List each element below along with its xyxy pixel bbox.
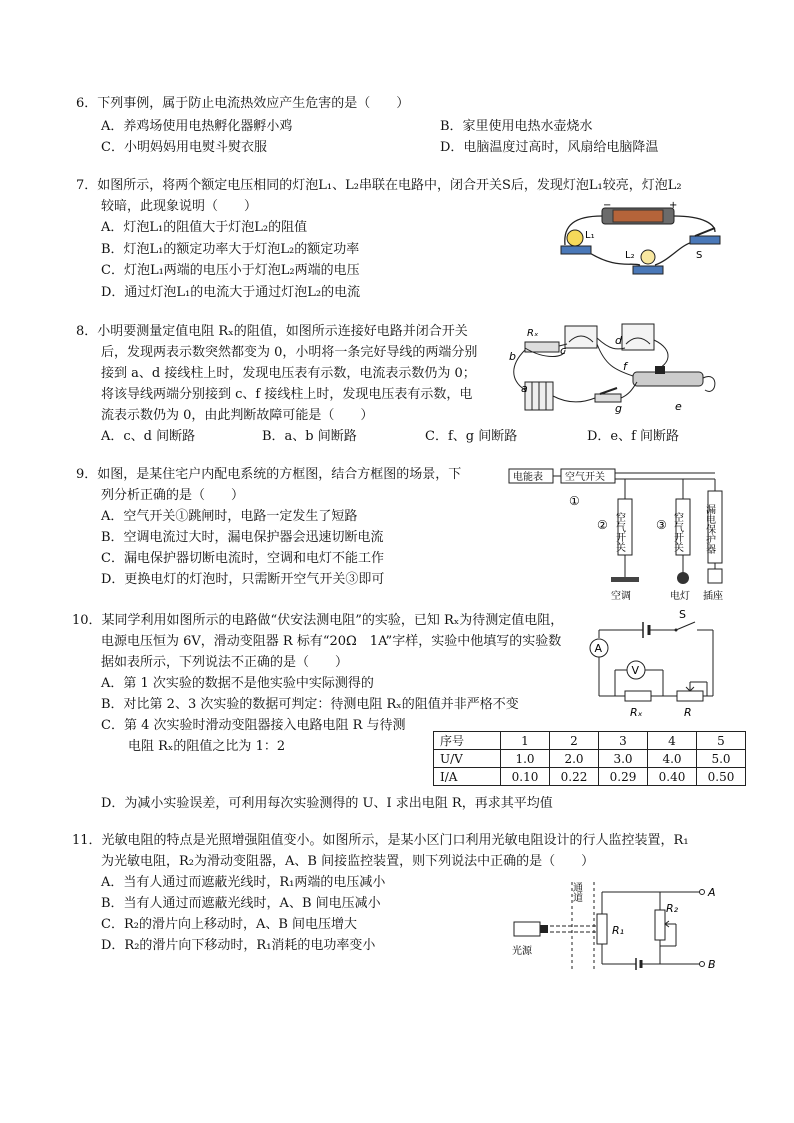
q10-rx-label: Rₓ — [630, 706, 643, 719]
q7-stem-line2: 较暗，此现象说明（ ） — [101, 199, 258, 214]
q9-option-c: C．漏电保护器切断电流时，空调和电灯不能工作 — [101, 551, 384, 566]
q8-stem-line4: 将该导线两端分别接到 c、f 接线柱上时，发现电压表有示数，电 — [101, 387, 473, 402]
table-header-cell: 3 — [599, 732, 648, 750]
q11-stem-line1: 11．光敏电阻的特点是光照增强阻值变小。如图所示，是某小区门口利用光敏电阻设计的行人监控装置，R₁ — [72, 833, 689, 848]
q7-option-b: B．灯泡L₁的额定功率大于灯泡L₂的额定功率 — [101, 242, 360, 257]
q11-circuit-figure — [510, 872, 720, 977]
q10-r-label: R — [684, 706, 692, 719]
q10-option-d: D．为减小实验误差，可利用每次实验测得的 U、I 求出电阻 R，再求其平均值 — [101, 796, 553, 811]
q11-option-b: B．当有人通过而遮蔽光线时，A、B 间电压减小 — [101, 896, 381, 911]
q8-option-c: C．f、g 间断路 — [425, 429, 518, 444]
q9-marker-1: ① — [569, 494, 580, 508]
table-cell: 0.50 — [697, 768, 746, 786]
table-header-cell: 2 — [550, 732, 599, 750]
q7-plus-label: + — [669, 200, 678, 211]
q10-ammeter-label: A — [594, 642, 603, 655]
q8-stem-line3: 接到 a、d 接线柱上时，发现电压表有示数，电流表示数仍为 0； — [101, 366, 476, 381]
q8-option-a: A．c、d 间断路 — [101, 429, 196, 444]
q11-r2-label: R₂ — [666, 902, 679, 915]
q10-option-b: B．对比第 2、3 次实验的数据可判定：待测电阻 Rₓ的阻值并非严格不变 — [101, 697, 519, 712]
q9-ac-label: 空调 — [611, 591, 631, 602]
table-cell: 2.0 — [550, 750, 599, 768]
q8-d-label: d — [615, 334, 622, 347]
q10-stem-line2: 电源电压恒为 6V，滑动变阻器 R 标有“20Ω 1A”字样，实验中他填写的实验数 — [101, 634, 562, 649]
q11-terminal-a: A — [708, 886, 716, 899]
q10-option-a: A．第 1 次实验的数据不是他实验中实际测得的 — [101, 676, 374, 691]
q11-passage-label: 通道 — [570, 882, 582, 902]
q7-l2-label: L₂ — [625, 250, 635, 261]
q6-option-a: A．养鸡场使用电热孵化器孵小鸡 — [101, 119, 293, 134]
q11-r1-label: R₁ — [612, 924, 625, 937]
q8-f-label: f — [623, 360, 627, 373]
q9-rcd-label: 漏电保护器 — [703, 504, 715, 554]
q8-stem-line2: 后，发现两表示数突然都变为 0，小明将一条完好导线的两端分别 — [101, 345, 478, 360]
q9-option-d: D．更换电灯的灯泡时，只需断开空气开关③即可 — [101, 572, 385, 587]
q7-l1-label: L₁ — [585, 230, 595, 241]
q10-stem-line3: 据如表所示，下列说法不正确的是（ ） — [101, 655, 349, 670]
q7-circuit-figure — [555, 200, 730, 278]
q10-voltmeter-label: V — [631, 664, 640, 677]
q9-option-b: B．空调电流过大时，漏电保护器会迅速切断电流 — [101, 530, 384, 545]
q10-circuit-figure — [585, 608, 725, 720]
q9-distribution-diagram — [505, 463, 735, 603]
q7-minus-label: − — [603, 200, 612, 211]
table-header-cell: 1 — [501, 732, 550, 750]
table-cell: I/A — [434, 768, 501, 786]
q8-g-label: g — [615, 402, 622, 415]
q11-option-a: A．当有人通过而遮蔽光线时，R₁两端的电压减小 — [101, 875, 386, 890]
q8-option-b: B．a、b 间断路 — [262, 429, 357, 444]
q7-option-d: D．通过灯泡L₁的电流大于通过灯泡L₂的电流 — [101, 285, 361, 300]
table-cell: 3.0 — [599, 750, 648, 768]
table-cell: 0.29 — [599, 768, 648, 786]
q9-meter-label: 电能表 — [513, 472, 543, 483]
q9-breaker2-label: 空气开关 — [613, 512, 625, 552]
q11-light-source-label: 光源 — [512, 946, 532, 957]
q11-option-c: C．R₂的滑片向上移动时，A、B 间电压增大 — [101, 917, 358, 932]
q10-option-c-line2: 电阻 Rₓ的阻值之比为 1：2 — [128, 739, 286, 754]
q9-lamp-label: 电灯 — [670, 591, 690, 602]
q7-option-a: A．灯泡L₁的阻值大于灯泡L₂的阻值 — [101, 220, 308, 235]
q8-a-label: a — [521, 382, 528, 395]
table-cell: 4.0 — [648, 750, 697, 768]
table-cell: 1.0 — [501, 750, 550, 768]
q9-stem-line2: 列分析正确的是（ ） — [101, 488, 245, 503]
q7-option-c: C．灯泡L₁两端的电压小于灯泡L₂两端的电压 — [101, 263, 360, 278]
q6-option-b: B．家里使用电热水壶烧水 — [440, 119, 593, 134]
q6-option-d: D．电脑温度过高时，风扇给电脑降温 — [440, 140, 659, 155]
q10-data-table — [433, 731, 746, 786]
q9-breaker3-label: 空气开关 — [671, 512, 683, 552]
q8-e-label: e — [675, 400, 682, 413]
table-header-cell: 5 — [697, 732, 746, 750]
q6-option-c: C．小明妈妈用电熨斗熨衣服 — [101, 140, 267, 155]
q10-option-c-line1: C．第 4 次实验时滑动变阻器接入电路电阻 R 与待测 — [101, 718, 406, 733]
q9-main-breaker-label: 空气开关 — [565, 472, 605, 483]
q9-socket-label: 插座 — [703, 591, 723, 602]
q8-b-label: b — [509, 350, 516, 363]
table-row — [434, 768, 746, 786]
q7-stem-line1: 7．如图所示，将两个额定电压相同的灯泡L₁、L₂串联在电路中，闭合开关S后，发现灯泡L₁较亮，灯泡L₂ — [76, 178, 682, 193]
q8-circuit-figure — [505, 320, 725, 420]
q6-stem: 6．下列事例，属于防止电流热效应产生危害的是（ ） — [76, 96, 410, 111]
q8-stem-line1: 8．小明要测量定值电阻 Rₓ的阻值，如图所示连接好电路并闭合开关 — [76, 324, 468, 339]
q10-switch-label: S — [679, 608, 686, 621]
q9-marker-2: ② — [597, 518, 608, 532]
table-cell: 5.0 — [697, 750, 746, 768]
q8-rx-label: Rₓ — [527, 328, 539, 339]
table-cell: 0.10 — [501, 768, 550, 786]
q11-terminal-b: B — [708, 958, 716, 971]
q9-marker-3: ③ — [656, 518, 667, 532]
table-cell: U/V — [434, 750, 501, 768]
table-header-cell: 4 — [648, 732, 697, 750]
table-row — [434, 750, 746, 768]
table-cell: 0.40 — [648, 768, 697, 786]
q9-stem-line1: 9．如图，是某住宅户内配电系统的方框图，结合方框图的场景，下 — [76, 467, 462, 482]
q10-stem-line1: 10．某同学利用如图所示的电路做“伏安法测电阻”的实验，已知 Rₓ为待测定值电阻， — [72, 613, 564, 628]
q8-option-d: D．e、f 间断路 — [587, 429, 680, 444]
table-header-row — [434, 732, 746, 750]
table-header-cell: 序号 — [434, 732, 501, 750]
q9-option-a: A．空气开关①跳闸时，电路一定发生了短路 — [101, 509, 358, 524]
q7-switch-label: S — [696, 250, 703, 261]
q8-c-label: c — [560, 344, 567, 357]
q11-stem-line2: 为光敏电阻，R₂为滑动变阻器，A、B 间接监控装置，则下列说法中正确的是（ ） — [101, 854, 595, 869]
q8-stem-line5: 流表示数仍为 0，由此判断故障可能是（ ） — [101, 408, 374, 423]
q11-option-d: D．R₂的滑片向下移动时，R₁消耗的电功率变小 — [101, 938, 376, 953]
table-cell: 0.22 — [550, 768, 599, 786]
